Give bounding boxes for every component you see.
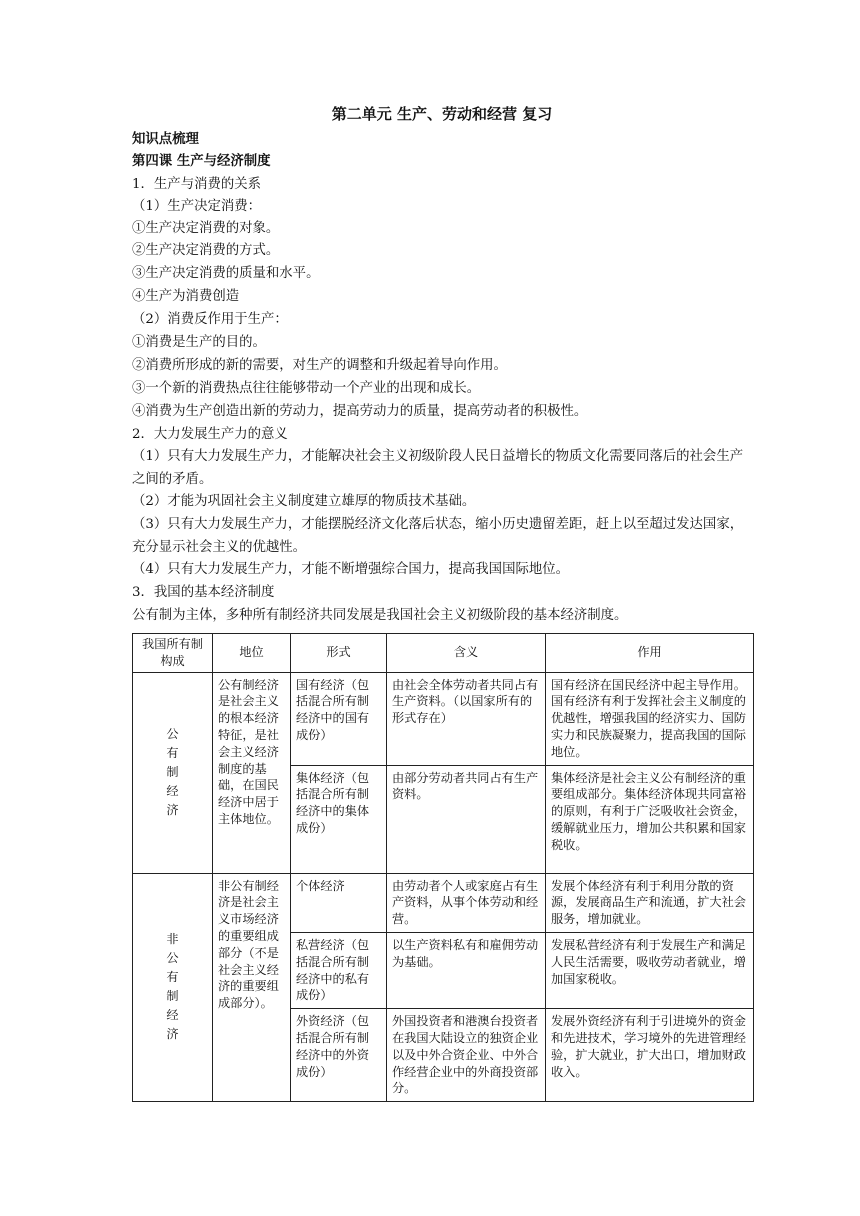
- header-cell: 作用: [546, 634, 754, 673]
- heading-knowledge-points: 知识点梳理: [132, 132, 199, 147]
- section-1-p2-item: ②消费所形成的新的需要，对生产的调整和升级起着导向作用。: [132, 358, 507, 373]
- table-row: [133, 672, 754, 765]
- status-cell-public: 公有制经济是社会主义的根本经济特征，是社会主义经济制度的基础，在国民经济中居于主体地位。: [213, 672, 291, 873]
- section-1-p1-item: ④生产为消费创造: [132, 289, 240, 304]
- section-2-item: （2）才能为巩固社会主义制度建立雄厚的物质技术基础。: [132, 494, 476, 509]
- section-1-p1-item: ①生产决定消费的对象。: [132, 221, 280, 236]
- form-cell: 外资经济（包括混合所有制经济中的外资成份）: [291, 1009, 387, 1102]
- role-cell: 发展外资经济有利于引进境外的资金和先进技术，学习境外的先进管理经验，扩大就业，扩大出口，增加财政收入。: [546, 1009, 754, 1102]
- role-cell: 国有经济在国民经济中起主导作用。国有经济有利于发挥社会主义制度的优越性，增强我国的经济实力、国防实力和民族凝聚力，提高我国的国际地位。: [546, 672, 754, 765]
- role-cell: 发展个体经济有利于利用分散的资源，发展商品生产和流通，扩大社会服务，增加就业。: [546, 873, 754, 932]
- section-1-p2-item: ④消费为生产创造出新的劳动力，提高劳动力的质量，提高劳动者的积极性。: [132, 404, 588, 419]
- form-cell: 个体经济: [291, 873, 387, 932]
- table-header-row: [133, 634, 754, 673]
- section-2-item: （1）只有大力发展生产力，才能解决社会主义初级阶段人民日益增长的物质文化需要同落后的社会生产之间的矛盾。: [132, 449, 744, 487]
- section-2-item: （4）只有大力发展生产力，才能不断增强综合国力，提高我国国际地位。: [132, 562, 570, 577]
- table-row: [133, 873, 754, 932]
- form-cell: 集体经济（包括混合所有制经济中的集体成份）: [291, 765, 387, 873]
- role-cell: 发展私营经济有利于发展生产和满足人民生活需要，吸收劳动者就业，增加国家税收。: [546, 932, 754, 1008]
- section-1-p1-item: ③生产决定消费的质量和水平。: [132, 266, 320, 281]
- header-cell: 含义: [387, 634, 546, 673]
- heading-lesson-four: 第四课 生产与经济制度: [132, 154, 271, 169]
- section-1-p2-item: ③一个新的消费热点往往能够带动一个产业的出现和成长。: [132, 381, 481, 396]
- document-title: 第二单元 生产、劳动和经营 复习: [331, 105, 553, 123]
- role-cell: 集体经济是社会主义公有制经济的重要组成部分。集体经济体现共同富裕的原则，有利于广泛吸收社会资金，缓解就业压力，增加公共积累和国家税收。: [546, 765, 754, 873]
- section-1-p2: （2）消费反作用于生产：: [132, 312, 288, 327]
- section-1-p2-item: ①消费是生产的目的。: [132, 335, 266, 350]
- meaning-cell: 外国投资者和港澳台投资者在我国大陆设立的独资企业以及中外合资企业、中外合作经营企业中的外商投资部分。: [387, 1009, 546, 1102]
- section-1-p1-item: ②生产决定消费的方式。: [132, 243, 280, 258]
- section-1-p1: （1）生产决定消费：: [132, 199, 262, 214]
- form-cell: 私营经济（包括混合所有制经济中的私有成份）: [291, 932, 387, 1008]
- group-cell-nonpublic: 非公有制经济: [133, 873, 213, 1102]
- section-3-title: 3．我国的基本经济制度: [132, 585, 275, 600]
- group-cell-public: 公有制经济: [133, 672, 213, 873]
- status-cell-nonpublic: 非公有制经济是社会主义市场经济的重要组成部分（不是社会主义经济的重要组成部分）。: [213, 873, 291, 1102]
- economic-system-table: [132, 633, 754, 1102]
- section-3-text: 公有制为主体，多种所有制经济共同发展是我国社会主义初级阶段的基本经济制度。: [132, 608, 628, 623]
- form-cell: 国有经济（包括混合所有制经济中的国有成份）: [291, 672, 387, 765]
- section-2-title: 2．大力发展生产力的意义: [132, 427, 288, 442]
- meaning-cell: 由社会全体劳动者共同占有生产资料。（以国家所有的形式存在）: [387, 672, 546, 765]
- header-cell: 形式: [291, 634, 387, 673]
- meaning-cell: 由部分劳动者共同占有生产资料。: [387, 765, 546, 873]
- meaning-cell: 由劳动者个人或家庭占有生产资料，从事个体劳动和经营。: [387, 873, 546, 932]
- section-1-title: 1．生产与消费的关系: [132, 177, 262, 192]
- meaning-cell: 以生产资料私有和雇佣劳动为基础。: [387, 932, 546, 1008]
- header-cell: 我国所有制构成: [133, 634, 213, 673]
- header-cell: 地位: [213, 634, 291, 673]
- section-2-item: （3）只有大力发展生产力，才能摆脱经济文化落后状态，缩小历史遗留差距，赶上以至超过发达国家，充分显示社会主义的优越性。: [132, 517, 744, 555]
